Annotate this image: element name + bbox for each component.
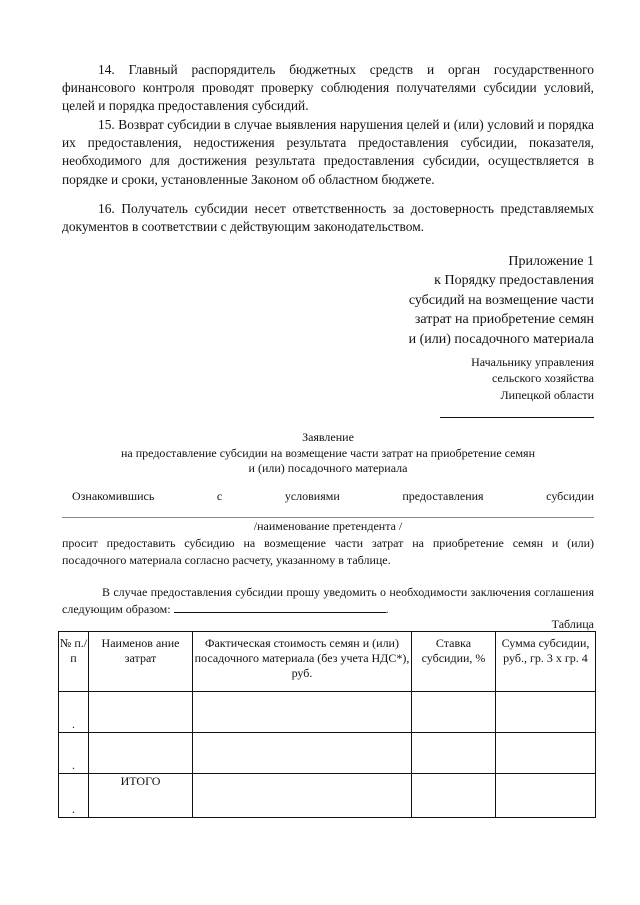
row-subsidy-sum	[496, 733, 596, 774]
paragraph-15: 15. Возврат субсидии в случае выявления нарушения целей и (или) условий и порядка их предоставления, недостижения результата предоставления субсидии, показателя, необходимого для достижения результата предоставления субсидии, осуществляется в порядке и сроки, установленные Законом об областном бюджете.	[62, 117, 594, 187]
table-header-row	[59, 632, 596, 692]
statement-title: Заявление	[302, 430, 354, 444]
header-subsidy-sum: Сумма субсидии, руб., гр. 3 х гр. 4	[496, 632, 596, 692]
acquaint-line	[72, 489, 594, 504]
paragraph-16: 16. Получатель субсидии несет ответственность за достоверность представляемых документов в соответствии с действующим законодательством.	[62, 201, 594, 235]
paragraph-14: 14. Главный распорядитель бюджетных средств и орган государственного финансового контроля проводят проверку соблюдения получателями субсидии условий, целей и порядка предоставления субсидий.	[62, 62, 594, 114]
row-subsidy-rate	[412, 774, 496, 818]
table-row	[59, 733, 596, 774]
notice-paragraph	[62, 584, 594, 617]
row-subsidy-sum	[496, 774, 596, 818]
appendix-header	[294, 252, 594, 349]
statement-subtitle: и (или) посадочного материала	[248, 461, 408, 476]
header-subsidy-rate: Ставка субсидии, %	[412, 632, 496, 692]
row-number: .	[59, 774, 89, 818]
notice-text: В случае предоставления субсидии прошу уведомить о необходимости заключения соглашения следующим образом:	[62, 585, 594, 616]
notification-method-blank	[174, 601, 386, 613]
applicant-name-caption: /наименование претендента /	[253, 519, 403, 533]
table-label: Таблица	[551, 617, 594, 631]
header-actual-cost: Фактическая стоимость семян и (или) посадочного материала (без учета НДС*), руб.	[193, 632, 412, 692]
appendix-line: и (или) посадочного материала	[408, 331, 594, 347]
acquaint-word: условиями	[284, 489, 340, 503]
appendix-line: к Порядку предоставления	[434, 273, 594, 289]
appendix-line: затрат на приобретение семян	[414, 312, 594, 328]
statement-title-block	[62, 430, 594, 477]
header-number: № п./п	[59, 632, 89, 692]
row-expense-name	[89, 692, 193, 733]
notice-end: .	[385, 601, 389, 616]
request-paragraph: просит предоставить субсидию на возмещение части затрат на приобретение семян и (или) посадочного материала согласно расчету, указанному в таблице.	[62, 536, 594, 567]
row-expense-name	[89, 733, 193, 774]
table-row	[59, 692, 596, 733]
row-subsidy-sum	[496, 692, 596, 733]
acquaint-word: предоставления	[402, 489, 484, 503]
row-actual-cost	[193, 733, 412, 774]
appendix-line: Приложение 1	[508, 254, 594, 269]
row-subsidy-rate	[412, 692, 496, 733]
statement-subtitle: на предоставление субсидии на возмещение части затрат на приобретение семян	[120, 445, 535, 460]
calculation-table	[58, 631, 596, 818]
addressee-line: Начальнику управления	[471, 355, 594, 369]
row-number: .	[59, 733, 89, 774]
row-total-label: ИТОГО	[89, 774, 193, 818]
header-expense-name: Наименов ание затрат	[89, 632, 193, 692]
addressee-line: сельского хозяйства	[491, 371, 594, 386]
acquaint-word: с	[216, 489, 223, 503]
row-actual-cost	[193, 692, 412, 733]
appendix-line: субсидий на возмещение части	[408, 292, 594, 308]
addressee-line: Липецкой области	[500, 387, 594, 402]
row-number: .	[59, 692, 89, 733]
addressee-blank-line	[440, 405, 594, 418]
applicant-name-field-line	[62, 517, 594, 518]
row-subsidy-rate	[412, 733, 496, 774]
addressee-block	[294, 354, 594, 423]
row-actual-cost	[193, 774, 412, 818]
acquaint-word: Ознакомившись	[72, 489, 155, 503]
table-total-row	[59, 774, 596, 818]
acquaint-word: субсидии	[546, 489, 594, 503]
